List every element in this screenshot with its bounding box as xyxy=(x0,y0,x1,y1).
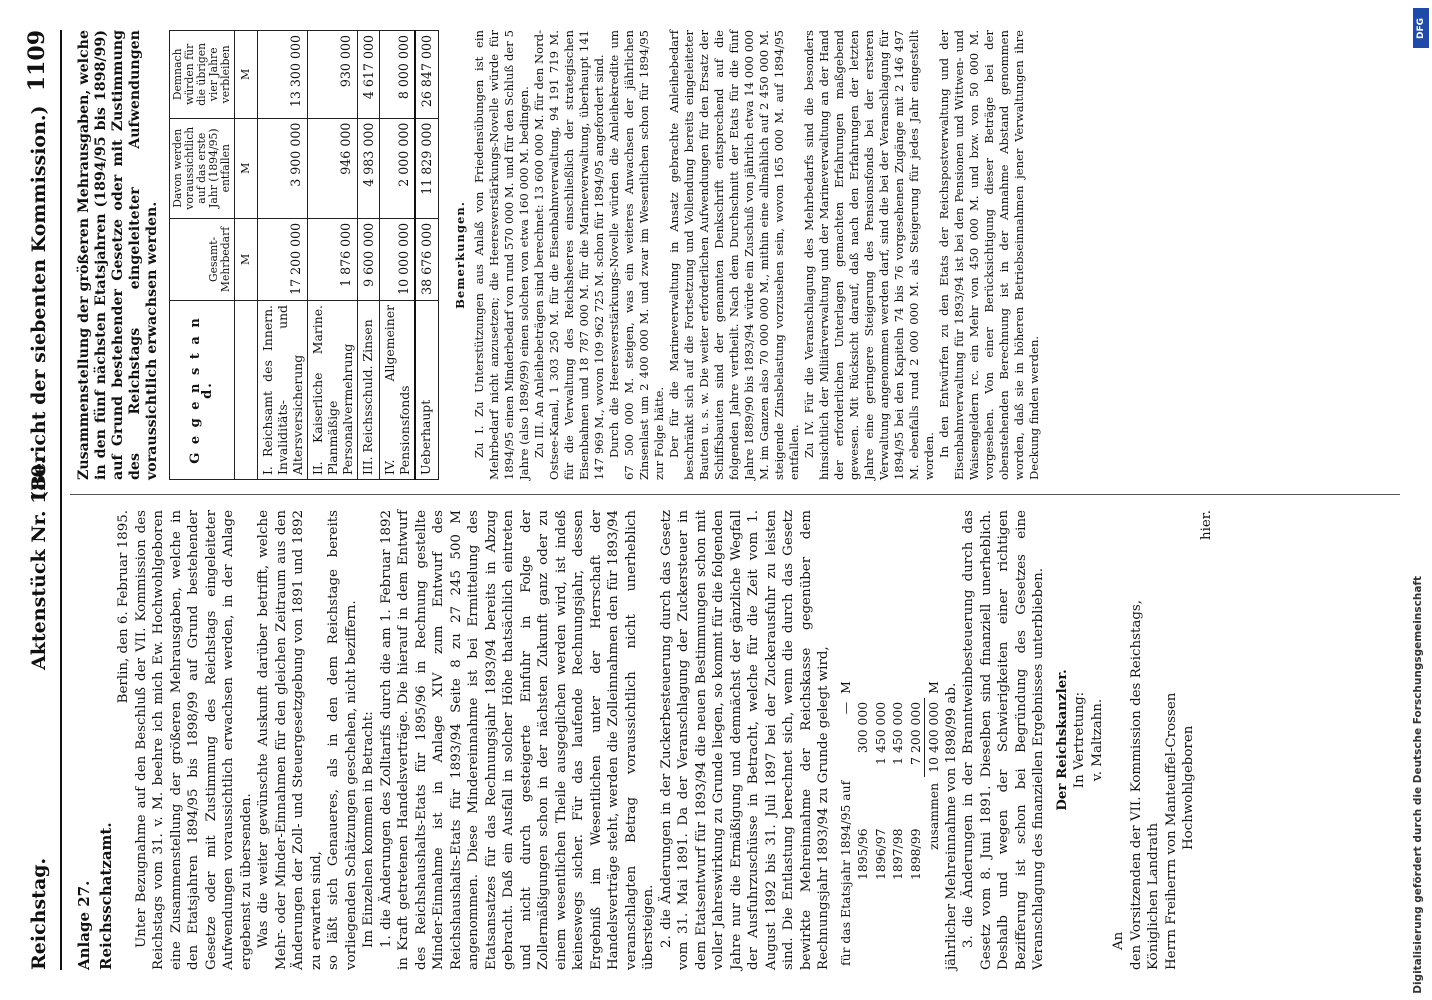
ertrag-value: — xyxy=(837,701,853,715)
remarks-title: Bemerkungen. xyxy=(452,201,467,309)
table-row xyxy=(257,31,307,480)
office-heading: Reichsschatzamt. xyxy=(96,822,115,970)
header-left: Reichstag. xyxy=(28,857,50,970)
address-line: hier. xyxy=(1198,510,1214,541)
ertrag-value: 1 450 000 xyxy=(890,701,905,765)
remark-6: In den Entwürfen zu den Etats der Reichspostverwaltung und der Eisenbahnverwaltung für 1893/94 ist bei den Pensionen und Wittwen- und Waisengeldern rc. ein Mehr von 450 000 M. und bzw. von 50 000 M. vorgesehen. Von einer Berücksichtigung dieser Beträge bei der obenstehenden Berechnung ist in der Annahme Abstand genommen worden, daß sie in höheren Betriebseinnahmen jener Verwaltungen ihre Deckung finden werden. xyxy=(936,30,1041,480)
ertrag-value: 1 450 000 xyxy=(872,701,888,765)
gesamt-value: 10 000 000 xyxy=(380,218,416,300)
ertrag-year: 1898/99 xyxy=(907,828,923,880)
header-right: (Bericht der siebenten Kommission.) xyxy=(28,105,50,500)
row-label: I. Reichsamt des Innern. Invaliditäts- und Altersversicherung xyxy=(257,301,307,480)
table-row xyxy=(925,677,943,970)
dfg-logo: DFG xyxy=(1413,8,1429,48)
paragraph-2: Was die weiter gewünschte Auskunft darüber betrifft, welche Mehr- oder Minder-Einnahmen für den gleichen Zeitraum aus den Änderungen der Zoll- und Steuergesetzgebung von 1891 und 1892 zu erwarten sind, xyxy=(256,510,324,970)
table-row xyxy=(307,31,357,480)
davon-value: 4 983 000 xyxy=(357,118,380,218)
address-line: Hochwohlgeboren xyxy=(1181,725,1196,850)
address-line: Herrn Freiherrn von Manteuffel-Crossen xyxy=(1163,692,1179,970)
total-gesamt: 38 676 000 xyxy=(415,218,438,300)
table-row xyxy=(854,677,872,970)
letter-date: Berlin, den 6. Februar 1895. xyxy=(116,510,131,704)
right-column xyxy=(76,30,1042,480)
ertrag-year: 1896/97 xyxy=(872,828,888,880)
column-divider xyxy=(70,494,1400,495)
demnach-value: 8 000 000 xyxy=(380,31,416,119)
paragraph-3: so läßt sich Genaueres, als in den dem Reichstage bereits vorliegenden Schätzungen geschehen, nicht beziffern. xyxy=(326,510,359,970)
davon-value: 3 900 000 xyxy=(257,118,307,218)
unit-label: M xyxy=(235,218,258,300)
ertrag-value: 7 200 000 xyxy=(907,701,923,765)
header-rule xyxy=(60,30,62,970)
table-header-row xyxy=(170,31,235,480)
digitization-credit-strip xyxy=(1410,0,1432,1000)
unit-label: M xyxy=(925,681,941,694)
remark-4: Der für die Marineverwaltung in Ansatz gebrachte Anleihebedarf beschränkt sich auf die Fortsetzung und Vollendung bereits eingeleiteter Bauten u. s. w. Die weiter erforderlichen Aufwendungen für den Ersatz der Schiffsbauten sind der genannten Denkschrift entsprechend auf die folgenden Jahre vertheilt. Nach dem Durchschnitt der Etats für die fünf Jahre 1889/90 bis 1893/94 würde ein Zuschuß von jährlich etwa 14 000 000 M. im Ganzen also 70 000 000 M., mithin eine allmählich auf 2 450 000 M. steigende Zinsbelastung vorzusehen sein, wovon 165 000 M. auf 1894/95 entfallen. xyxy=(666,30,801,480)
gesamt-value: 9 600 000 xyxy=(357,218,380,300)
row-label: IV. Allgemeiner Pensionsfonds xyxy=(380,301,416,480)
total-demnach: 26 847 000 xyxy=(415,31,438,119)
paragraph-1: Unter Bezugnahme auf den Beschluß der VII. Kommission des Reichstags vom 31. v. M. beehre ich mich Ew. Hochwohlgeboren eine Zusammenstellung der größeren Mehrausgaben, welche in den Etatsjahren 1894/95 bis 1898/99 auf Grund bestehender Gesetze oder mit Zustimmung des Reichstags eingeleiteter Aufwendungen voraussichtlich erwachsen werden, in der Anlage ergebenst zu übersenden. xyxy=(133,510,254,970)
gesamt-value: 17 200 000 xyxy=(257,218,307,300)
expenditure-table xyxy=(169,30,439,480)
davon-value: 2 000 000 xyxy=(380,118,416,218)
ertrag-year: 1897/98 xyxy=(890,828,905,880)
gesamt-value: 1 876 000 xyxy=(307,218,357,300)
table-row xyxy=(380,31,416,480)
row-label: III. Reichsschuld. Zinsen xyxy=(357,301,380,480)
table-row xyxy=(872,677,890,970)
table-row xyxy=(889,677,907,970)
remarks-section xyxy=(453,30,1042,480)
paragraph-6: 2. die Änderungen in der Zuckerbesteuerung durch das Gesetz vom 31. Mai 1891. Da der Veranschlagung der Zuckersteuer in dem Etatsentwurf für 1893/94 die neuen Bestimmungen schon mit voller Jahreswirkung zu Grunde liegen, so kommt für die folgenden Jahre nur die Ermäßigung und demnächst der gänzliche Wegfall der Ausfuhrzuschüsse in Betracht, welche für die Zeit vom 1. August 1892 bis 31. Juli 1897 bei der Zuckerausfuhr zu leisten sind. Die Entlastung berechnet sich, wenn die durch das Gesetz bewirkte Mehreinnahme der Reichskasse gegenüber dem Rechnungsjahr 1893/94 zu Grunde gelegt wird, xyxy=(658,510,831,970)
table-row xyxy=(357,31,380,480)
col-gesamt: Gesamt-Mehrbedarf xyxy=(170,218,235,300)
col-gegenstand: G e g e n s t a n d. xyxy=(170,301,235,480)
sum-value: 10 400 000 xyxy=(925,698,943,777)
row-label: II. Kaiserliche Marine. Planmäßige Personalvermehrung xyxy=(307,301,357,480)
signature-vertretung: In Vertretung: xyxy=(1072,691,1087,789)
signature-name: v. Maltzahn. xyxy=(1089,698,1105,782)
col-davon: Davon werden voraussichtlich auf das erste Jahr (1894/95) entfallen xyxy=(170,118,235,218)
remark-1: Zu I. Zu Unterstützungen aus Anlaß von Friedensübungen ist ein Mehrbedarf nicht anzusetzen; die Heeresverstärkungs-Novelle würde für 1894/95 einen Minderbedarf von rund 570 000 M. und für den Schluß der 5 Jahre (also 1898/99) einen solchen von etwa 160 000 M. bedingen. xyxy=(471,30,531,480)
remark-3: Durch die Heeresverstärkungs-Novelle würden die Anleihekredite um 67 500 000 M. steigen, was ein weiteres Anwachsen der jährlichen Zinsenlast um 2 400 000 M. und zwar im Wesentlichen schon für 1894/95 zur Folge hätte. xyxy=(606,30,666,480)
address-line: An xyxy=(1111,931,1126,950)
page-number: 1109 xyxy=(24,30,50,92)
unit-row xyxy=(235,31,258,480)
anlage-heading: Anlage 27. xyxy=(75,880,93,970)
summary-title: Zusammenstellung der größeren Mehrausgaben, welche in den fünf nächsten Etatsjahren (1894/95 bis 1898/99) auf Grund bestehender Gesetze oder mit Zustimmung des Reichstags eingeleiteter Aufwendungen voraussichtlich erwachsen werden. xyxy=(76,30,160,480)
ertrag-value: 300 000 xyxy=(855,701,870,754)
address-line: den Vorsitzenden der VII. Kommission des Reichstags, xyxy=(1128,599,1144,970)
sum-label: zusammen xyxy=(925,782,941,850)
page-header xyxy=(22,30,62,970)
remark-2: Zu III. An Anleihebeträgen sind berechnet: 13 600 000 M. für den Nord-Ostsee-Kanal, 1 303 250 M. für die Eisenbahnverwaltung, 94 191 719 M. für die Verwaltung des Reichsheeres einschließlich der strategischen Eisenbahnen und 18 787 000 M. für die Marineverwaltung, überhaupt 141 147 969 M., wovon 109 962 725 M. schon für 1894/95 angefordert sind. xyxy=(531,30,606,480)
demnach-value: 930 000 xyxy=(307,31,357,119)
demnach-value: 4 617 000 xyxy=(357,31,380,119)
paragraph-5: 1. die Änderungen des Zolltarifs durch die am 1. Februar 1892 in Kraft getretenen Handelsverträge. Die hierauf in dem Entwurf des Reichshaushalts-Etats für 1895/96 in Rechnung gestellte Minder-Einnahme ist in Anlage XIV zum Entwurf des Reichshaushalts-Etats für 1893/94 Seite 8 zu 27 245 500 M angenommen. Diese Mindereinnahme ist bei Ermittelung des Etatsansatzes für das Rechnungsjahr 1893/94 bereits in Abzug gebracht. Daß ein Ausfall in solcher Höhe thatsächlich eintreten und nicht durch gesteigerte Einfuhr in Folge der Zollermäßigungen schon in der nächsten Zukunft ganz oder zu einem wesentlichen Theile ausgeglichen werden wird, ist indeß keineswegs sicher. Für das laufende Rechnungsjahr, dessen Ergebniß im Wesentlichen unter der Herrschaft der Handelsverträge steht, werden die Zolleinnahmen den für 1893/94 veranschlagten Betrag voraussichtlich nicht unerheblich übersteigen. xyxy=(378,510,656,970)
unit-label: M xyxy=(235,118,258,218)
left-column xyxy=(76,510,1215,970)
digitization-credit: Digitalisierung gefördert durch die Deutsche Forschungsgemeinschaft xyxy=(1412,576,1424,994)
unit-label: M xyxy=(235,31,258,119)
header-center: Aktenstück Nr. 180. xyxy=(28,457,50,670)
total-davon: 11 829 000 xyxy=(415,118,438,218)
davon-value: 946 000 xyxy=(307,118,357,218)
signature-title: Der Reichskanzler. xyxy=(1053,669,1070,811)
unit-label: M xyxy=(837,681,853,694)
address-line: Königlichen Landrath xyxy=(1146,822,1161,970)
table-row xyxy=(837,677,855,970)
demnach-value: 13 300 000 xyxy=(257,31,307,119)
paragraph-4: Im Einzelnen kommen in Betracht: xyxy=(361,711,376,948)
remark-5: Zu IV. Für die Veranschlagung des Mehrbedarfs sind die besonders hinsichtlich der Militärverwaltung und der Marineverwaltung an der Hand der erforderlichen Unterlagen gemachten Erfahrungen maßgebend gewesen. Mit Rücksicht darauf, daß nach den Erfahrungen der letzten Jahre eine geringere Steigerung des Pensionsfonds bei der ersteren Verwaltung angenommen werden darf, sind die bei der Veranschlagung für 1894/95 bei den Kapiteln 74 bis 76 vorgesehenen Zugänge mit 2 146 497 M. ebenfalls rund 2 000 000 M. als Steigerung für jedes Jahr eingestellt worden. xyxy=(801,30,936,480)
ertrag-year: 1895/96 xyxy=(855,828,870,880)
table-row xyxy=(907,677,925,970)
ertrag-label: für das Etatsjahr 1894/95 auf xyxy=(837,780,853,966)
sugar-revenue-table xyxy=(837,677,943,970)
paragraph-8: 3. die Änderungen in der Branntweinbesteuerung durch das Gesetz vom 8. Juni 1891. Dieselben sind finanziell unerheblich. Deshalb und wegen der Schwierigkeiten einer richtigen Bezifferung ist schon bei Begründung des Gesetzes eine Veranschlagung des finanziellen Ergebnisses unterblieben. xyxy=(961,510,1046,970)
total-label: Ueberhaupt xyxy=(415,301,438,480)
total-row xyxy=(415,31,438,480)
col-demnach: Demnach würden für die übrigen vier Jahre verbleiben xyxy=(170,31,235,119)
paragraph-7: jährlicher Mehreinnahme von 1898/99 ab. xyxy=(943,682,959,970)
